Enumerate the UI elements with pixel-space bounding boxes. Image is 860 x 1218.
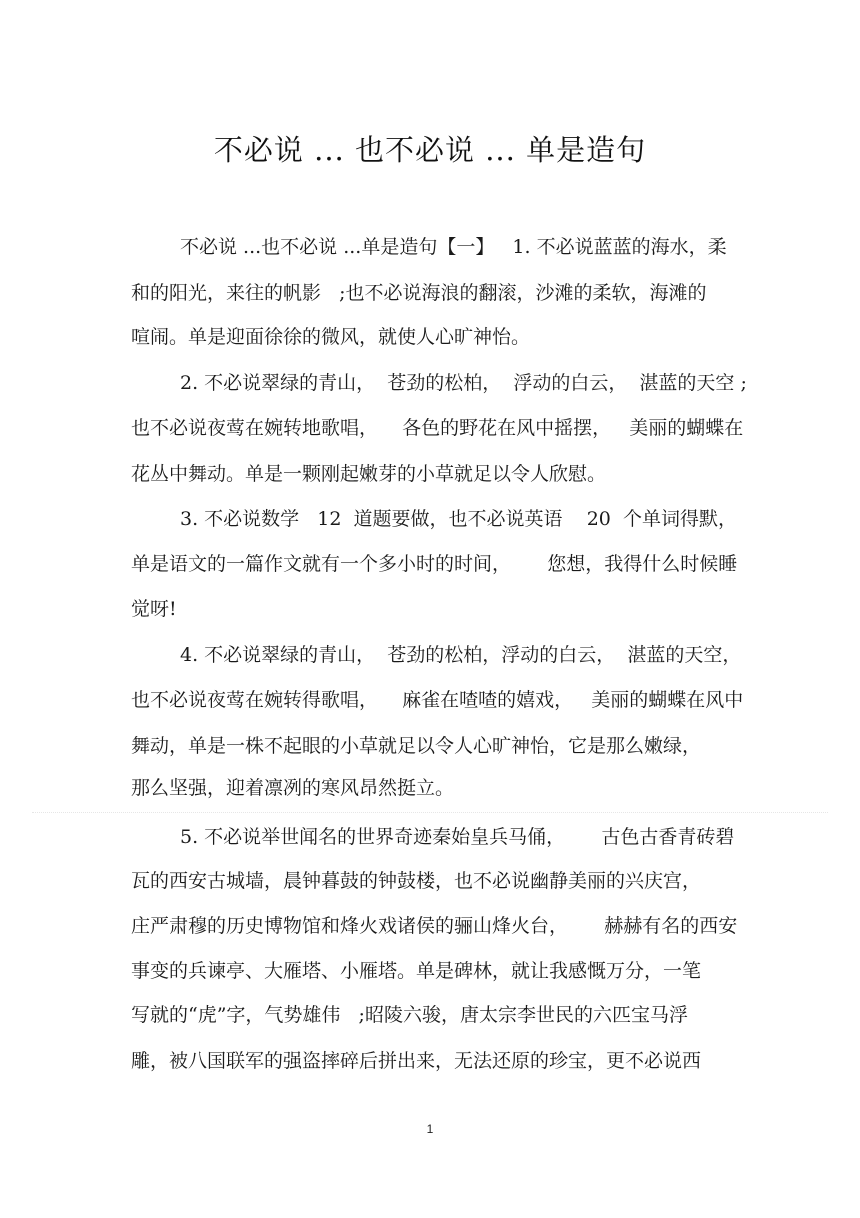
text-line: 2. 不必说翠绿的青山， 苍劲的松柏， 浮动的白云， 湛蓝的天空 ; xyxy=(180,372,747,394)
text-line: 3. 不必说数学 12 道题要做，也不必说英语 20 个单词得默， xyxy=(180,508,737,530)
text-line: 也不必说夜莺在婉转得歌唱， 麻雀在喳喳的嬉戏， 美丽的蝴蝶在风中 xyxy=(131,689,744,711)
text-line: 喧闹。单是迎面徐徐的微风，就使人心旷神怡。 xyxy=(131,326,531,348)
text-line: 也不必说夜莺在婉转地歌唱， 各色的野花在风中摇摆， 美丽的蝴蝶在 xyxy=(131,417,744,439)
text-line: 不必说 ...也不必说 ...单是造句【一】 1. 不必说蓝蓝的海水，柔 xyxy=(180,236,727,258)
text-line: 单是语文的一篇作文就有一个多小时的时间， 您想，我得什么时候睡 xyxy=(131,553,738,575)
text-line: 4. 不必说翠绿的青山， 苍劲的松柏，浮动的白云， 湛蓝的天空， xyxy=(180,644,742,666)
text-line: 庄严肃穆的历史博物馆和烽火戏诸侯的骊山烽火台， 赫赫有名的西安 xyxy=(131,915,738,937)
text-line: 雕，被八国联军的强盗摔碎后拼出来，无法还原的珍宝，更不必说西 xyxy=(131,1050,702,1072)
text-line: 花丛中舞动。单是一颗刚起嫩芽的小草就足以令人欣慰。 xyxy=(131,463,607,485)
text-line: 那么坚强，迎着凛冽的寒风昂然挺立。 xyxy=(131,777,455,799)
text-line: 舞动，单是一株不起眼的小草就足以令人心旷神怡，它是那么嫩绿， xyxy=(131,735,702,757)
document-title: 不必说 ... 也不必说 ... 单是造句 xyxy=(213,133,647,167)
text-line: 5. 不必说举世闻名的世界奇迹秦始皇兵马俑， 古色古香青砖碧 xyxy=(180,826,735,848)
page-divider xyxy=(32,812,828,813)
page-number: 1 xyxy=(426,1122,434,1136)
text-line: 瓦的西安古城墙，晨钟暮鼓的钟鼓楼，也不必说幽静美丽的兴庆宫， xyxy=(131,870,702,892)
text-line: 事变的兵谏亭、大雁塔、小雁塔。单是碑林，就让我感慨万分，一笔 xyxy=(131,960,702,982)
text-line: 和的阳光，来往的帆影 ;也不必说海浪的翻滚，沙滩的柔软，海滩的 xyxy=(131,282,707,304)
text-line: 写就的“虎”字，气势雄伟 ;昭陵六骏，唐太宗李世民的六匹宝马浮 xyxy=(131,1004,688,1026)
text-line: 觉呀! xyxy=(131,598,177,620)
